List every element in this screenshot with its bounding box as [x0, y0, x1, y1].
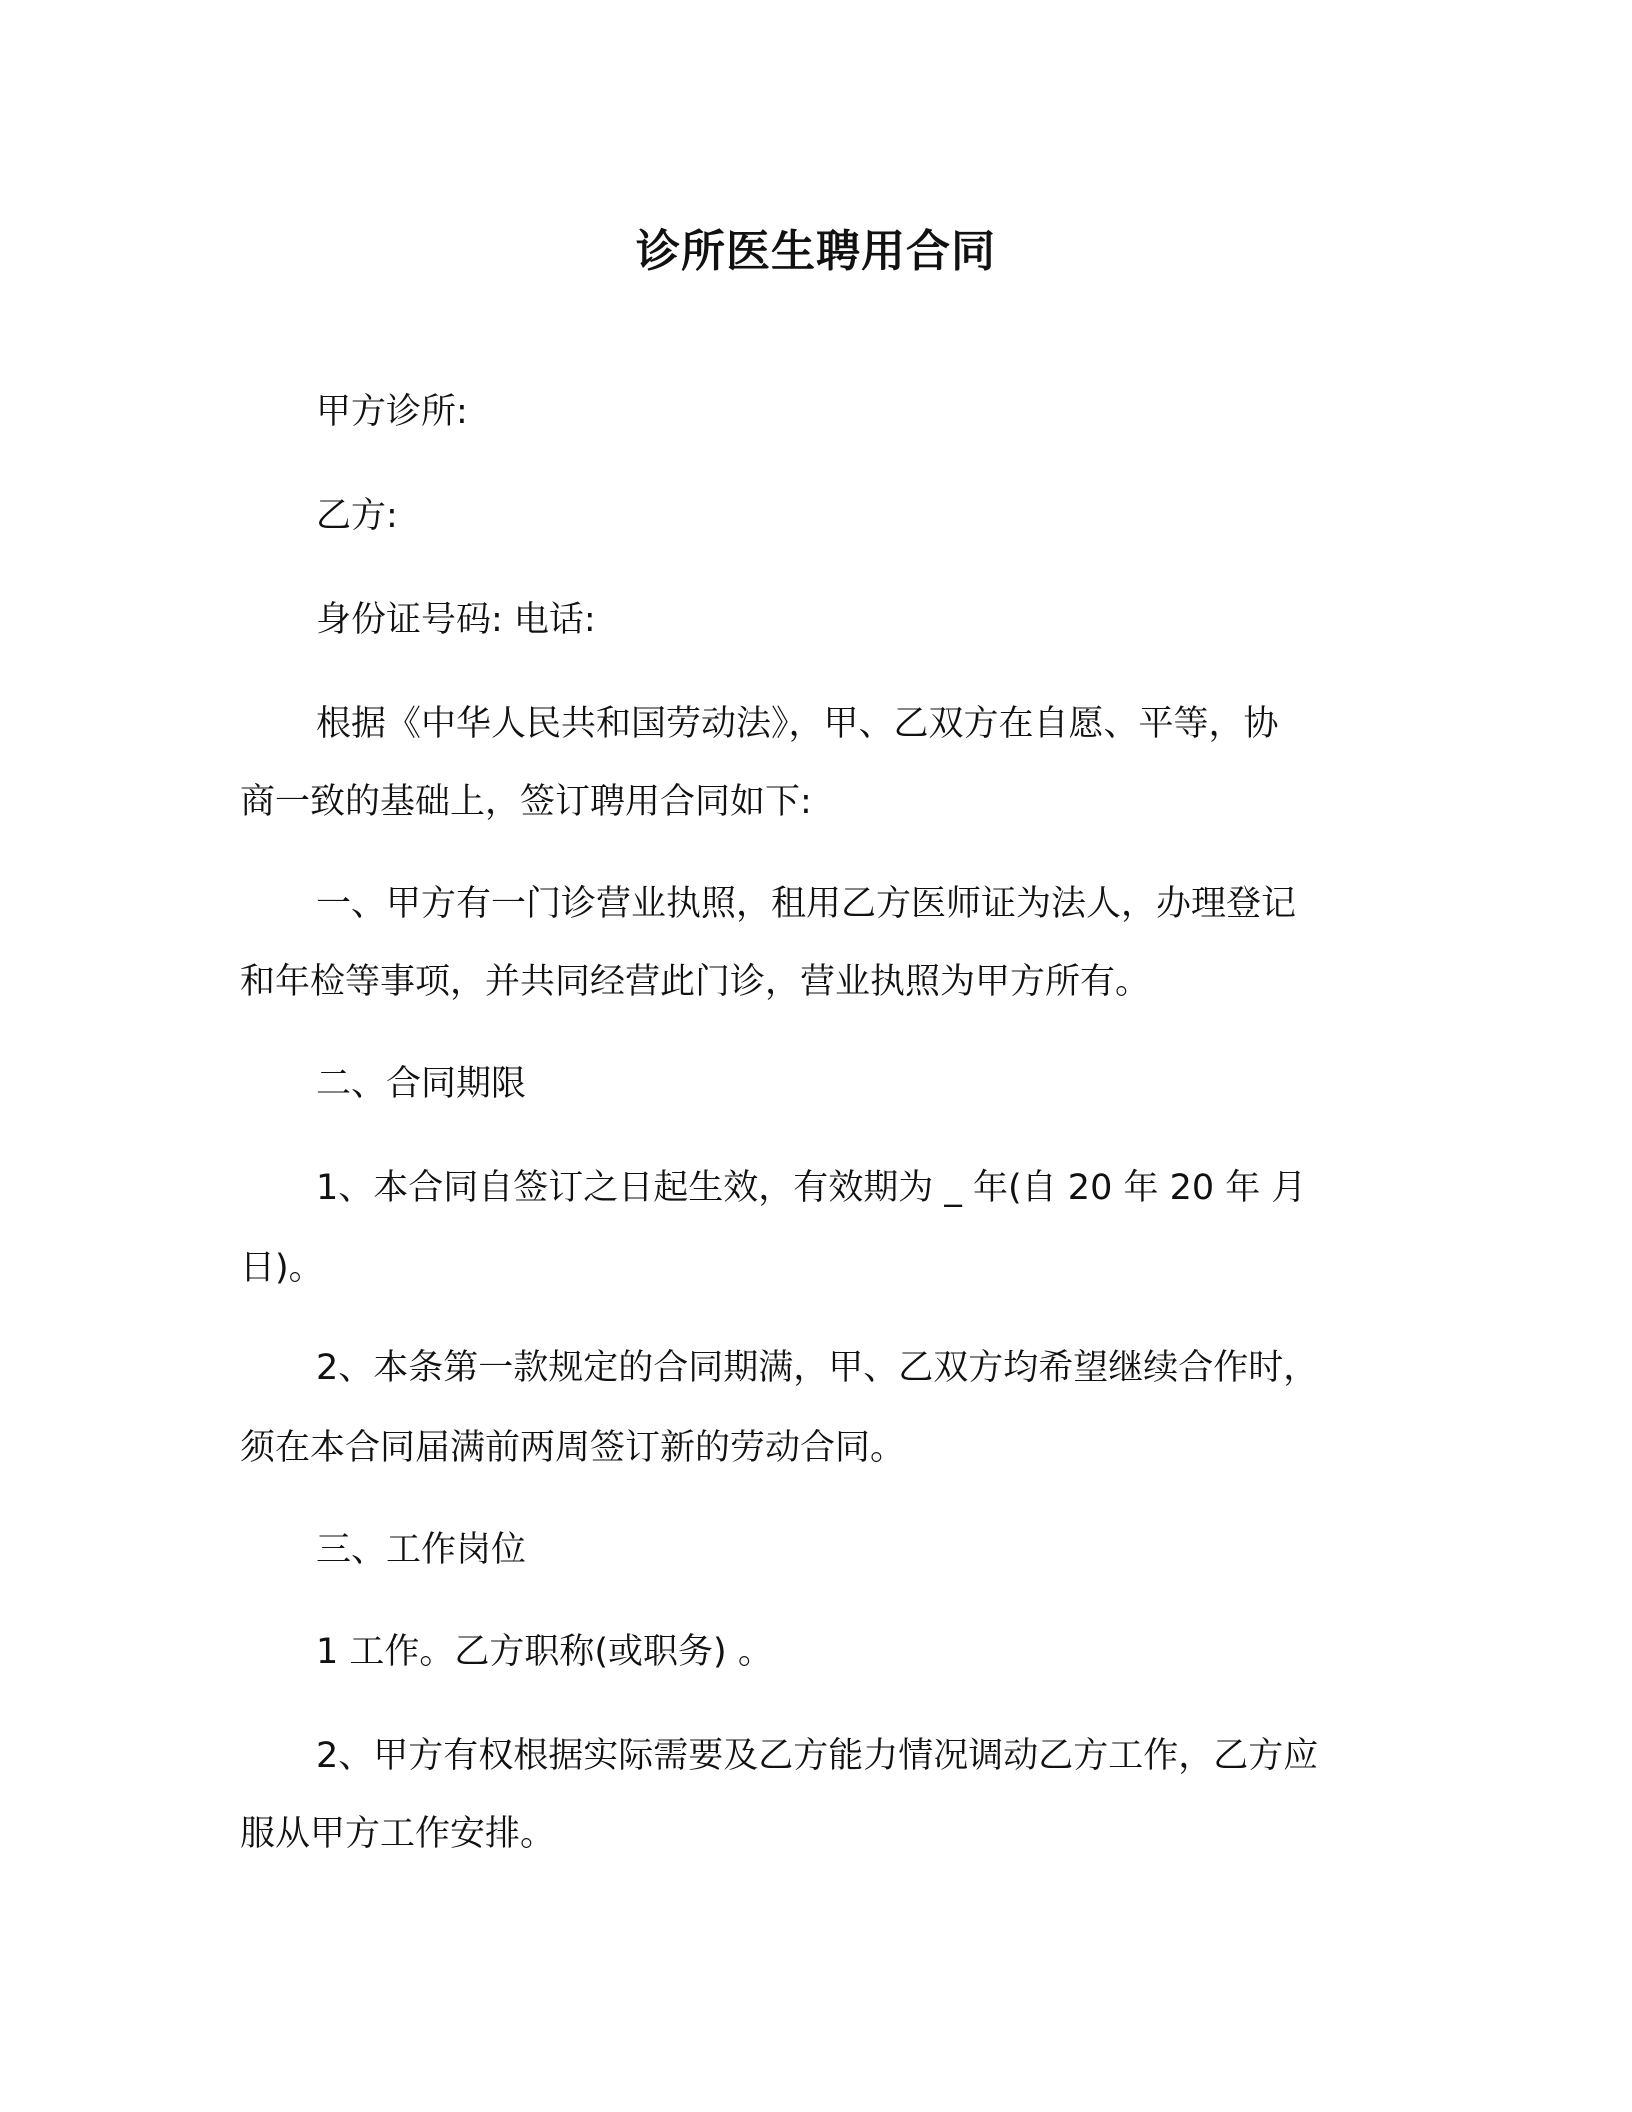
document-line: 须在本合同届满前两周签订新的劳动合同。 — [240, 1428, 906, 1468]
document-line: 二、合同期限 — [316, 1064, 527, 1104]
document-line: 日)。 — [240, 1248, 324, 1288]
document-line: 身份证号码: 电话: — [316, 600, 596, 640]
document-line: 乙方: — [316, 496, 398, 536]
document-line: 和年检等事项，并共同经营此门诊，营业执照为甲方所有。 — [240, 962, 1151, 1002]
document-line: 甲方诊所: — [316, 392, 468, 432]
document-line: 2、本条第一款规定的合同期满，甲、乙双方均希望继续合作时， — [316, 1348, 1319, 1388]
document-line: 1、本合同自签订之日起生效，有效期为 _ 年(自 20 年 20 年 月 — [316, 1168, 1307, 1208]
document-line: 三、工作岗位 — [316, 1530, 527, 1570]
document-title: 诊所医生聘用合同 — [636, 226, 996, 277]
document-line: 服从甲方工作安排。 — [240, 1814, 556, 1854]
document-line: 2、甲方有权根据实际需要及乙方能力情况调动乙方工作，乙方应 — [316, 1736, 1319, 1776]
document-line: 商一致的基础上，签订聘用合同如下: — [240, 782, 812, 822]
document-line: 根据《中华人民共和国劳动法》，甲、乙双方在自愿、平等，协 — [316, 704, 1279, 744]
document-line: 一、甲方有一门诊营业执照，租用乙方医师证为法人，办理登记 — [316, 884, 1297, 924]
document-line: 1 工作。乙方职称(或职务) 。 — [316, 1632, 773, 1672]
